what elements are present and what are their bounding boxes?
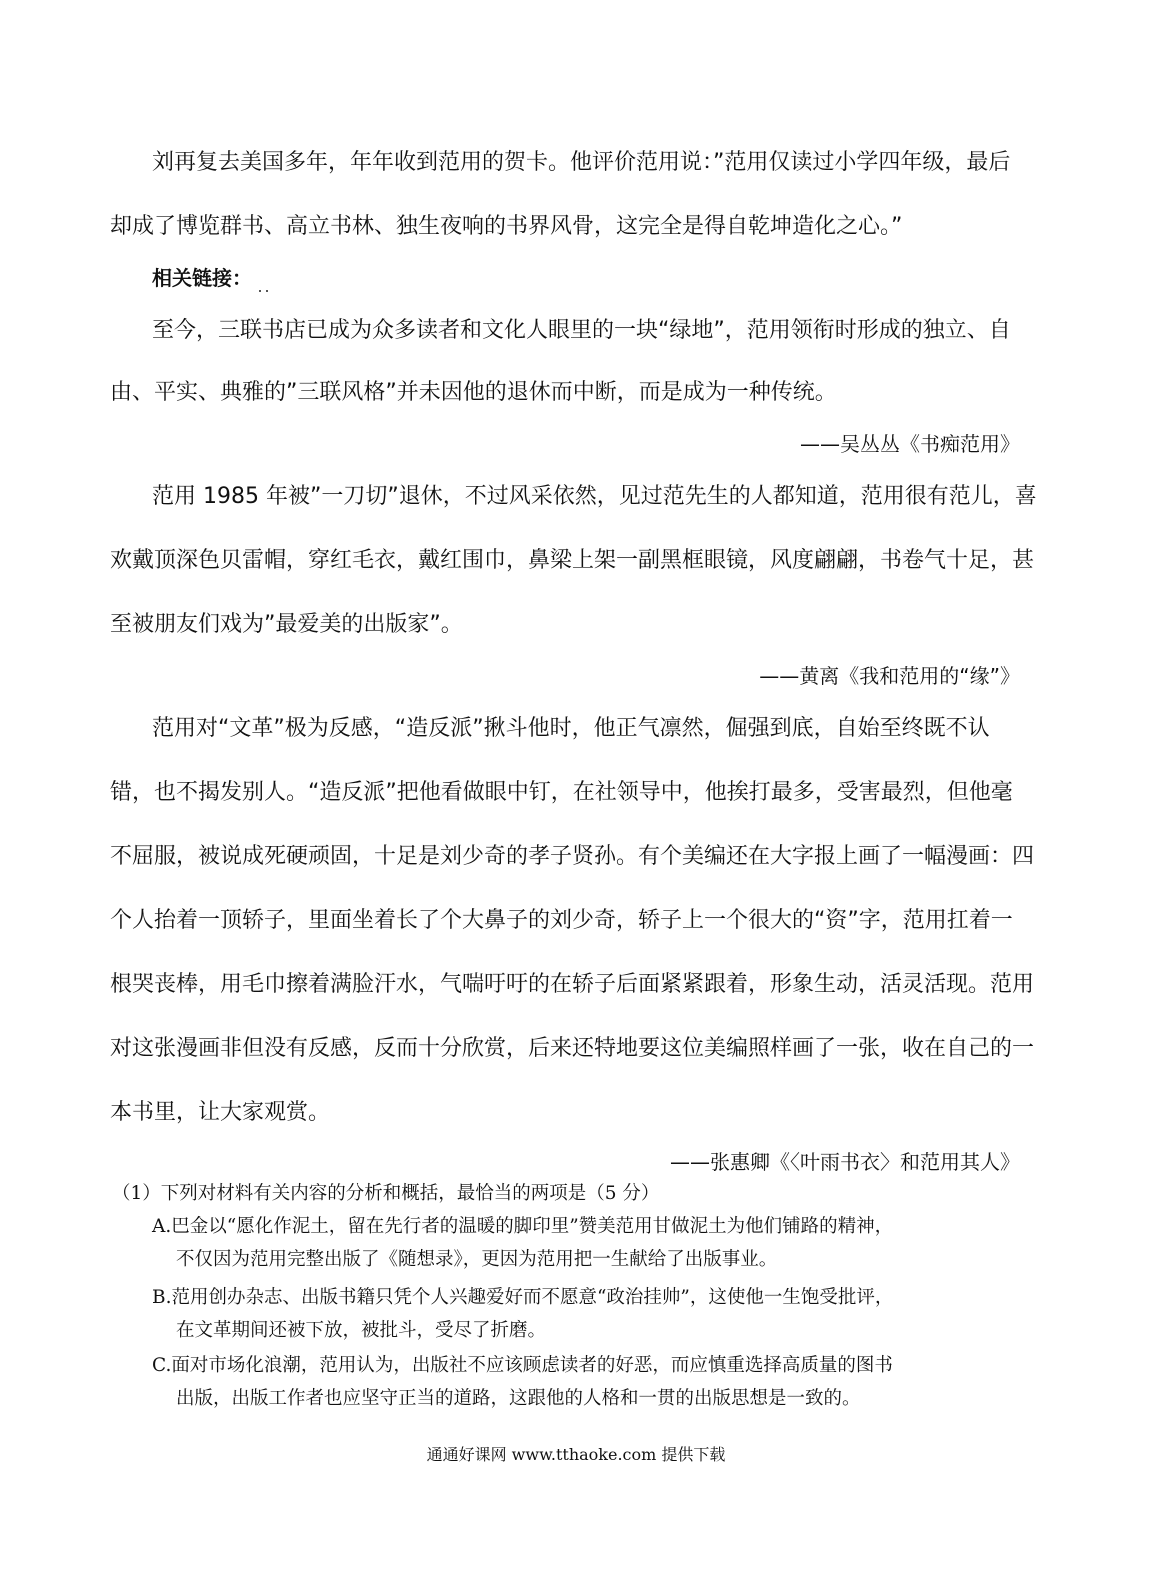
emphasis-dot xyxy=(259,290,261,292)
option-a-line-2: 不仅因为范用完整出版了《随想录》，更因为范用把一生献给了出版事业。 xyxy=(176,1249,778,1270)
paragraph-2-line-1: 至今，三联书店已成为众多读者和文化人眼里的一块“绿地”，范用领衔时形成的独立、自 xyxy=(152,318,1011,343)
paragraph-4-line-1: 范用对“文革”极为反感，“造反派”揪斗他时，他正气凛然，倔强到底，自始至终既不认 xyxy=(152,716,990,741)
option-c-line-2: 出版，出版工作者也应坚守正当的道路，这跟他的人格和一贯的出版思想是一致的。 xyxy=(176,1388,861,1409)
related-link-heading xyxy=(152,264,268,292)
paragraph-3-line-3: 至被朋友们戏为”最爱美的出版家”。 xyxy=(110,612,463,637)
paragraph-3-source: ——黄离《我和范用的“缘”》 xyxy=(759,664,1020,688)
paragraph-4-line-5: 根哭丧棒，用毛巾擦着满脸汗水，气喘吁吁的在轿子后面紧紧跟着，形象生动，活灵活现。范用 xyxy=(110,972,1035,997)
related-link-label: 相关链接： xyxy=(152,266,252,290)
paragraph-2-source: ——吴丛丛《书痴范用》 xyxy=(800,432,1020,456)
paragraph-4-line-4: 个人抬着一顶轿子，里面坐着长了个大鼻子的刘少奇，轿子上一个很大的“资”字，范用扛着一 xyxy=(110,908,1013,933)
option-a-line-1: A.巴金以“愿化作泥土，留在先行者的温暖的脚印里”赞美范用甘做泥土为他们铺路的精神， xyxy=(152,1216,894,1237)
paragraph-1-line-2: 却成了博览群书、高立书林、独生夜响的书界风骨，这完全是得自乾坤造化之心。” xyxy=(110,214,903,239)
question-stem: （1）下列对材料有关内容的分析和概括，最恰当的两项是（5 分） xyxy=(112,1183,660,1204)
paragraph-1-line-1: 刘再复去美国多年，年年收到范用的贺卡。他评价范用说：”范用仅读过小学四年级，最后 xyxy=(152,150,1011,175)
option-b-line-2: 在文革期间还被下放，被批斗，受尽了折磨。 xyxy=(176,1320,547,1341)
emphasis-dot xyxy=(266,290,268,292)
footer-credit: 通通好课网 www.tthaoke.com 提供下载 xyxy=(426,1445,726,1464)
paragraph-3-line-2: 欢戴顶深色贝雷帽，穿红毛衣，戴红围巾，鼻梁上架一副黑框眼镜，风度翩翩，书卷气十足，甚 xyxy=(110,548,1035,573)
paragraph-4-line-7: 本书里，让大家观赏。 xyxy=(110,1100,331,1125)
paragraph-3-line-1: 范用 1985 年被”一刀切”退休，不过风采依然，见过范先生的人都知道，范用很有范儿，喜 xyxy=(152,484,1037,509)
paragraph-4-line-6: 对这张漫画非但没有反感，反而十分欣赏，后来还特地要这位美编照样画了一张，收在自己的一 xyxy=(110,1036,1035,1061)
option-c-line-1: C.面对市场化浪潮，范用认为，出版社不应该顾虑读者的好恶，而应慎重选择高质量的图书 xyxy=(152,1355,893,1376)
option-b-line-1: B.范用创办杂志、出版书籍只凭个人兴趣爱好而不愿意“政治挂帅”，这使他一生饱受批评， xyxy=(152,1287,894,1308)
paragraph-2-line-2: 由、平实、典雅的”三联风格”并未因他的退休而中断，而是成为一种传统。 xyxy=(110,380,837,405)
paragraph-4-line-2: 错，也不揭发别人。“造反派”把他看做眼中钉，在社领导中，他挨打最多，受害最烈，但他毫 xyxy=(110,780,1013,805)
paragraph-4-source: ——张惠卿《〈叶雨书衣〉和范用其人》 xyxy=(670,1150,1020,1174)
paragraph-4-line-3: 不屈服，被说成死硬顽固，十足是刘少奇的孝子贤孙。有个美编还在大字报上画了一幅漫画：四 xyxy=(110,844,1035,869)
